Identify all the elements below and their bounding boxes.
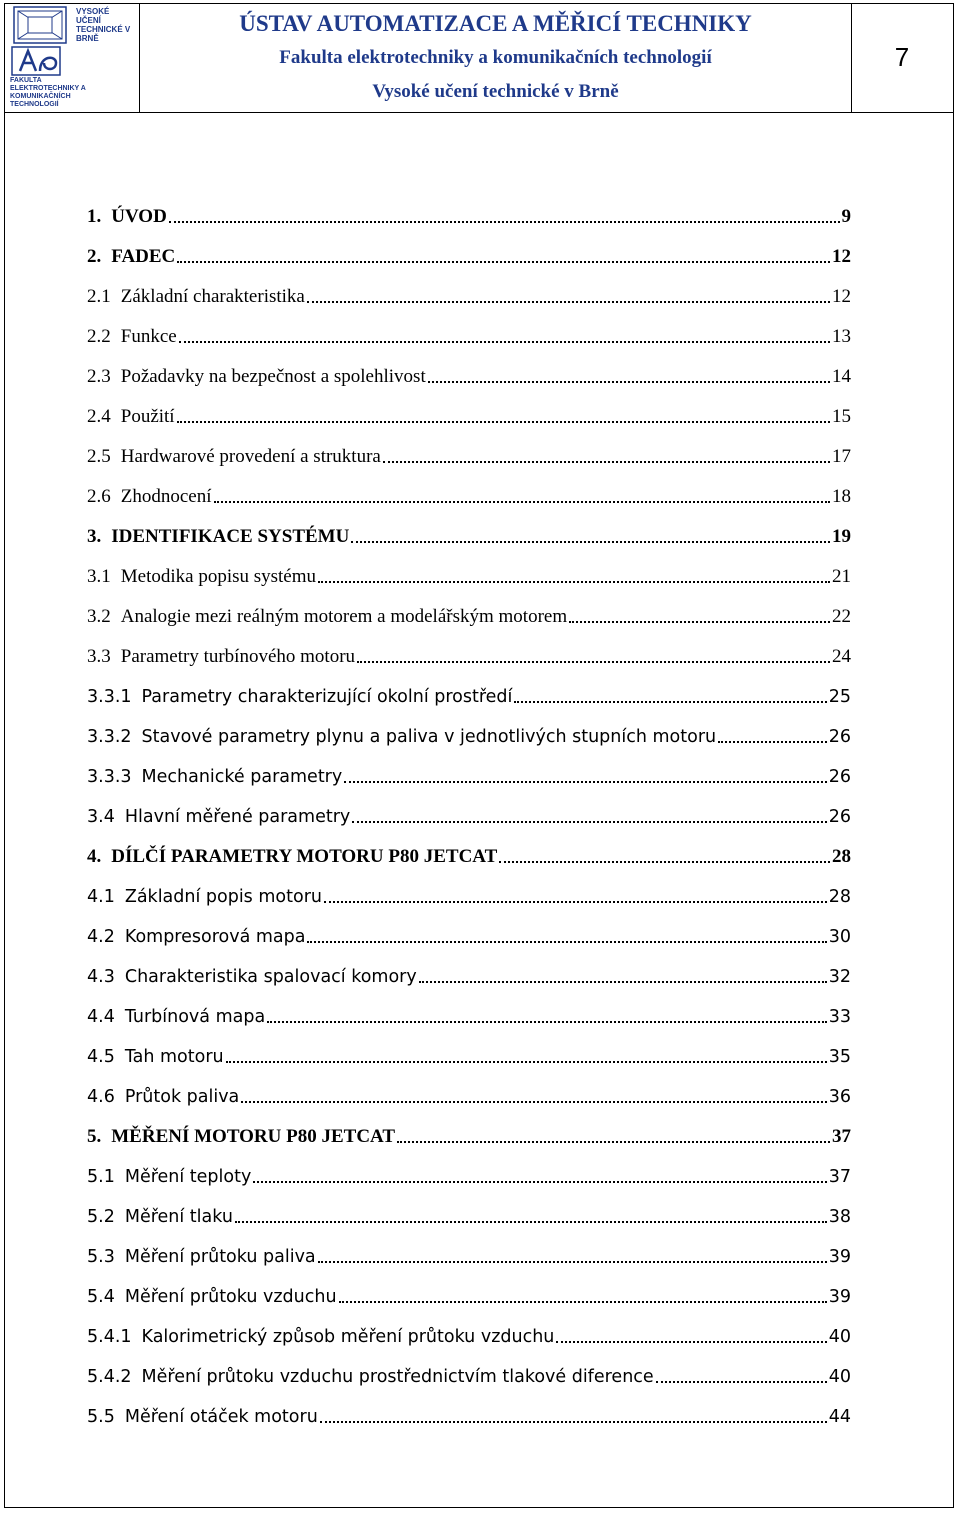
toc-entry-number: 5.4 [87,1287,115,1307]
faculty-logo [4,3,140,112]
faculty-emblem-icon [10,45,62,77]
toc-entry-page: 12 [832,246,851,267]
toc-entry[interactable] [87,828,851,868]
toc-entry-page: 22 [832,606,851,627]
toc-entry-number: 5.4.1 [87,1327,132,1347]
university-title: Vysoké učení technické v Brně [372,81,619,102]
toc-entry-page: 9 [841,206,851,227]
toc-entry-number: 2.3 [87,366,111,387]
toc-entry[interactable] [87,548,851,588]
toc-entry-number: 3.3 [87,646,111,667]
toc-entry[interactable] [87,988,851,1028]
toc-entry-title: Analogie mezi reálným motorem a modelářským motorem [120,606,568,627]
toc-entry-title: Požadavky na bezpečnost a spolehlivost [120,366,426,387]
toc-entry-title: Metodika popisu systému [120,566,317,587]
toc-dot-leader [177,261,830,263]
toc-entry-title: Měření teploty [124,1167,252,1187]
toc-entry[interactable] [87,1228,851,1268]
toc-dot-leader [253,1181,826,1183]
toc-entry[interactable] [87,748,851,788]
toc-dot-leader [241,1101,826,1103]
toc-dot-leader [569,621,830,623]
toc-entry-title: Parametry charakterizující okolní prostředí [141,687,513,707]
toc-dot-leader [214,501,830,503]
toc-entry-number: 2.1 [87,286,111,307]
toc-entry-number: 4.3 [87,967,115,987]
toc-dot-leader [718,741,827,743]
toc-entry-number: 4.6 [87,1087,115,1107]
toc-entry[interactable] [87,388,851,428]
toc-entry-page: 12 [832,286,851,307]
toc-dot-leader [307,941,826,943]
toc-entry-number: 4.1 [87,887,115,907]
toc-dot-leader [318,1261,827,1263]
toc-entry-title: ÚVOD [111,206,167,227]
toc-entry-page: 24 [832,646,851,667]
toc-dot-leader [344,781,826,783]
header-title-block [140,3,852,112]
toc-entry[interactable] [87,1388,851,1428]
toc-entry[interactable] [87,908,851,948]
logo-university-text: VYSOKÉ UČENÍ TECHNICKÉ V BRNĚ [76,7,131,43]
toc-entry-number: 4.4 [87,1007,115,1027]
toc-entry[interactable] [87,788,851,828]
toc-entry[interactable] [87,948,851,988]
toc-entry-title: Hardwarové provedení a struktura [120,446,381,467]
toc-entry[interactable] [87,1068,851,1108]
toc-entry-page: 18 [832,486,851,507]
toc-entry-page: 26 [828,807,851,827]
toc-entry-number: 3.2 [87,606,111,627]
toc-entry-page: 37 [828,1167,851,1187]
toc-entry-title: Funkce [120,326,177,347]
toc-entry-page: 40 [828,1327,851,1347]
toc-entry-number: 1. [87,206,102,227]
toc-entry-page: 36 [828,1087,851,1107]
toc-dot-leader [320,1421,827,1423]
toc-dot-leader [428,381,830,383]
page-number: 7 [894,42,910,72]
toc-entry-title: Měření průtoku paliva [124,1247,316,1267]
toc-entry-number: 5.5 [87,1407,115,1427]
toc-entry-page: 26 [828,767,851,787]
toc-entry-number: 5.4.2 [87,1367,132,1387]
institute-title: ÚSTAV AUTOMATIZACE A MĚŘICÍ TECHNIKY [239,11,752,36]
toc-entry-number: 4. [87,846,102,867]
toc-entry-page: 33 [828,1007,851,1027]
toc-entry[interactable] [87,188,851,228]
toc-entry-title: MĚŘENÍ MOTORU P80 JETCAT [111,1126,396,1147]
toc-entry-page: 15 [832,406,851,427]
toc-entry-page: 25 [828,687,851,707]
toc-dot-leader [226,1061,827,1063]
toc-entry[interactable] [87,268,851,308]
faculty-title: Fakulta elektrotechniky a komunikačních technologií [279,47,712,68]
toc-entry[interactable] [87,1348,851,1388]
toc-entry[interactable] [87,588,851,628]
toc-dot-leader [352,821,826,823]
toc-entry-number: 5.3 [87,1247,115,1267]
toc-dot-leader [383,461,830,463]
toc-entry-number: 4.2 [87,927,115,947]
toc-entry-page: 32 [828,967,851,987]
toc-entry-page: 40 [828,1367,851,1387]
toc-entry-title: Stavové parametry plynu a paliva v jednotlivých stupních motoru [141,727,717,747]
toc-entry-title: Tah motoru [124,1047,224,1067]
toc-entry[interactable] [87,1148,851,1188]
toc-entry-title: Mechanické parametry [141,767,343,787]
toc-entry-page: 19 [832,526,851,547]
toc-entry-number: 5. [87,1126,102,1147]
toc-entry-number: 2.5 [87,446,111,467]
toc-entry-number: 4.5 [87,1047,115,1067]
toc-entry-page: 13 [832,326,851,347]
toc-entry-title: Měření otáček motoru [124,1407,318,1427]
toc-entry[interactable] [87,308,851,348]
toc-entry-title: Charakteristika spalovací komory [124,967,417,987]
toc-entry-page: 44 [828,1407,851,1427]
toc-entry-page: 28 [828,887,851,907]
toc-dot-leader [307,301,830,303]
toc-entry-title: FADEC [111,246,176,267]
toc-entry-number: 3.3.2 [87,727,132,747]
toc-entry-title: Základní charakteristika [120,286,305,307]
toc-entry[interactable] [87,1028,851,1068]
toc-entry-page: 26 [828,727,851,747]
toc-entry-number: 2.4 [87,406,111,427]
toc-entry-title: Měření průtoku vzduchu [124,1287,337,1307]
toc-dot-leader [351,541,830,543]
toc-entry-title: Použití [120,406,175,427]
toc-entry[interactable] [87,348,851,388]
toc-entry-title: Parametry turbínového motoru [120,646,356,667]
toc-entry-title: Měření průtoku vzduchu prostřednictvím tlakové diference [141,1367,654,1387]
toc-dot-leader [177,421,830,423]
toc-dot-leader [169,221,840,223]
toc-entry-title: DÍLČÍ PARAMETRY MOTORU P80 JETCAT [111,846,498,867]
toc-entry-page: 28 [832,846,851,867]
toc-entry-page: 39 [828,1287,851,1307]
toc-entry-title: Kompresorová mapa [124,927,306,947]
toc-entry-title: Základní popis motoru [124,887,322,907]
toc-entry[interactable] [87,668,851,708]
toc-entry-page: 14 [832,366,851,387]
toc-dot-leader [514,701,826,703]
toc-entry-page: 37 [832,1126,851,1147]
toc-dot-leader [267,1021,827,1023]
toc-dot-leader [235,1221,827,1223]
toc-entry[interactable] [87,428,851,468]
toc-entry-page: 30 [828,927,851,947]
toc-entry-number: 2.2 [87,326,111,347]
toc-entry-title: Průtok paliva [124,1087,240,1107]
toc-entry-number: 3.1 [87,566,111,587]
toc-entry[interactable] [87,1188,851,1228]
table-of-contents [87,188,851,1428]
toc-dot-leader [556,1341,826,1343]
toc-dot-leader [397,1141,830,1143]
toc-entry-title: Kalorimetrický způsob měření průtoku vzduchu [141,1327,555,1347]
page-header [4,3,954,113]
toc-entry[interactable] [87,1268,851,1308]
toc-entry[interactable] [87,628,851,668]
toc-entry-number: 3.4 [87,807,115,827]
toc-entry[interactable] [87,868,851,908]
toc-dot-leader [419,981,827,983]
toc-entry-page: 35 [828,1047,851,1067]
toc-dot-leader [357,661,830,663]
toc-entry-number: 2.6 [87,486,111,507]
toc-entry-title: Zhodnocení [120,486,212,507]
toc-entry-number: 5.2 [87,1207,115,1227]
toc-entry[interactable] [87,508,851,548]
toc-entry-page: 21 [832,566,851,587]
toc-entry[interactable] [87,468,851,508]
toc-entry-page: 17 [832,446,851,467]
university-seal-icon [12,5,68,45]
toc-dot-leader [499,861,830,863]
toc-entry-number: 3.3.3 [87,767,132,787]
toc-entry-number: 2. [87,246,102,267]
toc-entry-title: Turbínová mapa [124,1007,266,1027]
toc-dot-leader [656,1381,827,1383]
toc-entry[interactable] [87,708,851,748]
toc-dot-leader [318,581,830,583]
toc-entry-number: 3.3.1 [87,687,132,707]
toc-dot-leader [339,1301,827,1303]
toc-entry[interactable] [87,228,851,268]
toc-dot-leader [324,901,827,903]
toc-entry[interactable] [87,1108,851,1148]
toc-entry-number: 3. [87,526,102,547]
toc-entry-title: IDENTIFIKACE SYSTÉMU [111,526,350,547]
toc-dot-leader [179,341,830,343]
toc-entry-title: Měření tlaku [124,1207,233,1227]
toc-entry-title: Hlavní měřené parametry [124,807,351,827]
toc-entry-page: 39 [828,1247,851,1267]
toc-entry-number: 5.1 [87,1167,115,1187]
logo-faculty-text: FAKULTA ELEKTROTECHNIKY A KOMUNIKAČNÍCH TECHNOLOGIÍ [10,77,86,108]
toc-entry-page: 38 [828,1207,851,1227]
toc-entry[interactable] [87,1308,851,1348]
